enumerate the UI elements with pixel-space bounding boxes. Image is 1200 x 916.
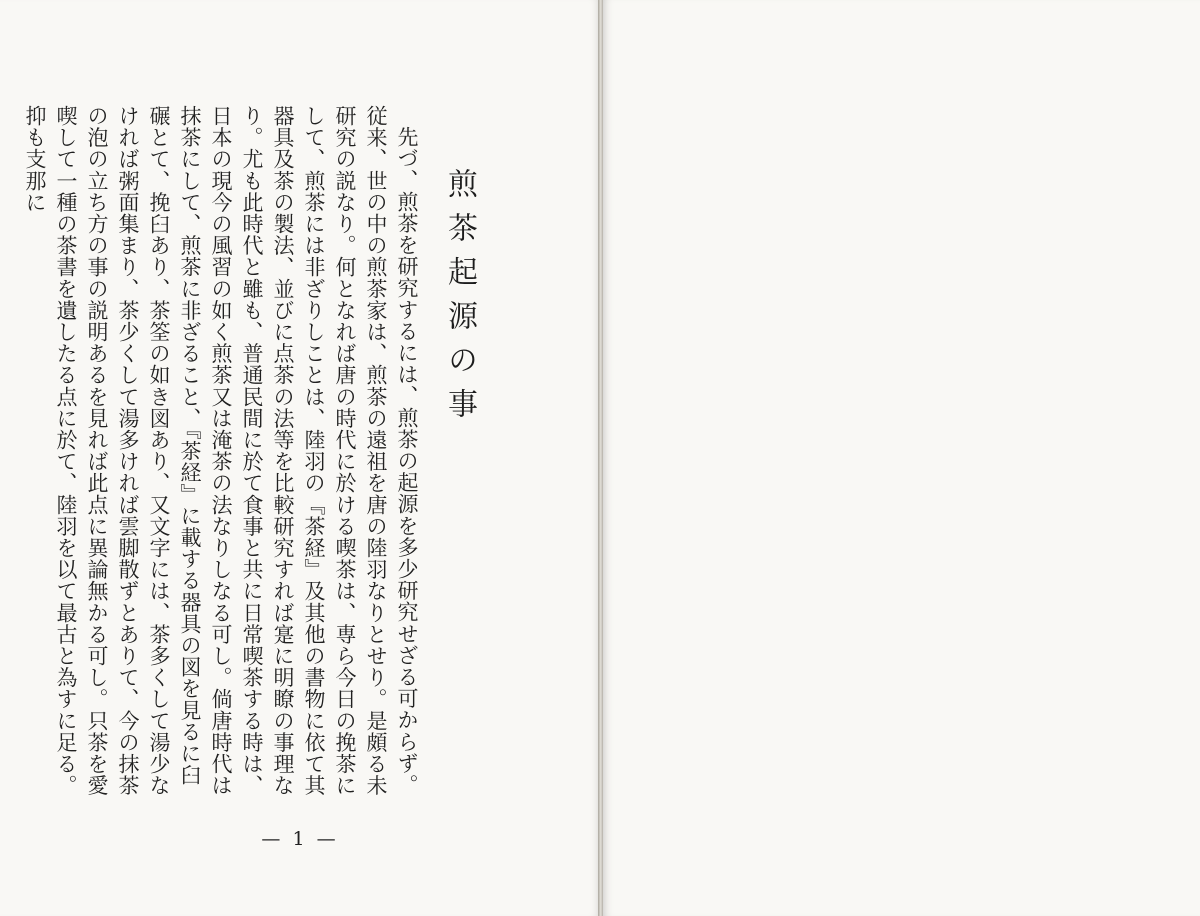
body-text xyxy=(23,105,422,805)
body-paragraph: 先づ、煎茶を研究するには、煎茶の起源を多少研究せざる可からず。従来、世の中の煎茶家は、煎茶の遠祖を唐の陸羽なりとせり。是頗る未研究の説なり。何となれば唐の時代に於ける喫茶は、専ら今日の挽茶にして、煎茶には非ざりしことは、陸羽の『茶経』及其他の書物に依て其器具及茶の製法、並びに点茶の法等を比較研究すれば寔に明瞭の事理なり。尤も此時代と雖も、普通民間に於て食事と共に日常喫茶する時は、日本の現今の風習の如く煎茶又は淹茶の法なりしなる可し。倘唐時代は抹茶にして、煎茶に非ざること、『茶経』に載する器具の図を見るに臼碾とて、挽臼あり、茶筌の如き図あり、又文字には、茶多くして湯少なければ粥面集まり、茶少くして湯多ければ雲脚散ずとありて、今の抹茶の泡の立ち方の事の説明あるを見れば此点に異論無かる可し。只茶を愛喫して一種の茶書を遺したる点に於て、陸羽を以て最古と為すに足る。抑も支那に xyxy=(23,105,419,797)
right-page-blank xyxy=(603,0,1200,916)
page-number: — 1 — xyxy=(261,828,339,850)
chapter-title: 煎茶起源の事 xyxy=(442,168,477,432)
